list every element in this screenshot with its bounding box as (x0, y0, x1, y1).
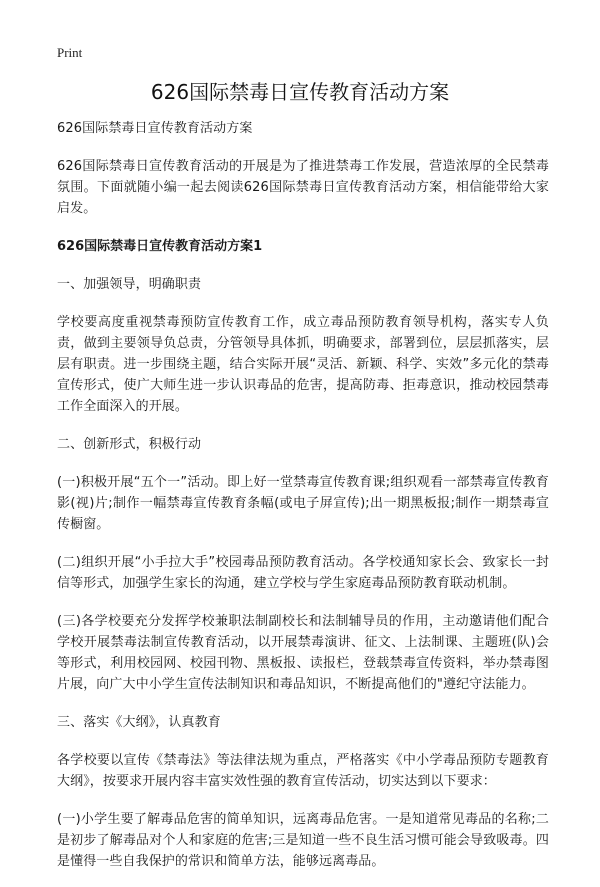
document-body (57, 118, 549, 887)
print-link[interactable]: Print (57, 45, 83, 60)
heading-outline: 三、落实《大纲》，认真教育 (57, 715, 221, 730)
section-heading: 626国际禁毒日宣传教育活动方案1 (57, 239, 263, 254)
paragraph-five-ones: (一)积极开展“五个一”活动。即上好一堂禁毒宣传教育课;组织观看一部禁毒宣传教育影(视)片;制作一幅禁毒宣传教育条幅(或电子屏宣传);出一期黑板报;制作一期禁毒宣传橱窗。 (57, 475, 549, 532)
page-title: 626国际禁毒日宣传教育活动方案 (150, 80, 450, 104)
paragraph-primary-students: (一)小学生要了解毒品危害的简单知识，远离毒品危害。一是知道常见毒品的名称;二是初步了解毒品对个人和家庭的危害;三是知道一些不良生活习惯可能会导致吸毒。四是懂得一些自我保护的常识和简单方法，能够远离毒品。 (57, 812, 549, 869)
paragraph-outline: 各学校要以宣传《禁毒法》等法律法规为重点，严格落实《中小学毒品预防专题教育大纲》，按要求开展内容丰富实效性强的教育宣传活动，切实达到以下要求： (57, 753, 549, 789)
paragraph-legal-education: (三)各学校要充分发挥学校兼职法制副校长和法制辅导员的作用，主动邀请他们配合学校开展禁毒法制宣传教育活动，以开展禁毒演讲、征文、上法制课、主题班(队)会等形式，利用校园网、校园刊物、黑板报、读报栏，登载禁毒宣传资料，举办禁毒图片展，向广大中小学生宣传法制知识和毒品知识，不断提高他们的"遵纪守法能力。 (57, 614, 549, 692)
document-subtitle: 626国际禁毒日宣传教育活动方案 (57, 121, 253, 136)
intro-paragraph: 626国际禁毒日宣传教育活动的开展是为了推进禁毒工作发展，营造浓厚的全民禁毒氛围。下面就随小编一起去阅读626国际禁毒日宣传教育活动方案，相信能带给大家启发。 (57, 159, 549, 216)
paragraph-little-hands: (二)组织开展“小手拉大手”校园毒品预防教育活动。各学校通知家长会、致家长一封信等形式，加强学生家长的沟通，建立学校与学生家庭毒品预防教育联动机制。 (57, 555, 549, 591)
heading-leadership: 一、加强领导，明确职责 (57, 277, 202, 292)
paragraph-leadership: 学校要高度重视禁毒预防宣传教育工作，成立毒品预防教育领导机构，落实专人负责，做到主要领导负总责，分管领导具体抓，明确要求，部署到位，层层抓落实，层层有职责。进一步围绕主题，结合实际开展“灵活、新颖、科学、实效”多元化的禁毒宣传形式，使广大师生进一步认识毒品的危害，提高防毒、拒毒意识，推动校园禁毒工作全面深入的开展。 (57, 315, 549, 414)
heading-innovation: 二、创新形式，积极行动 (57, 437, 202, 452)
